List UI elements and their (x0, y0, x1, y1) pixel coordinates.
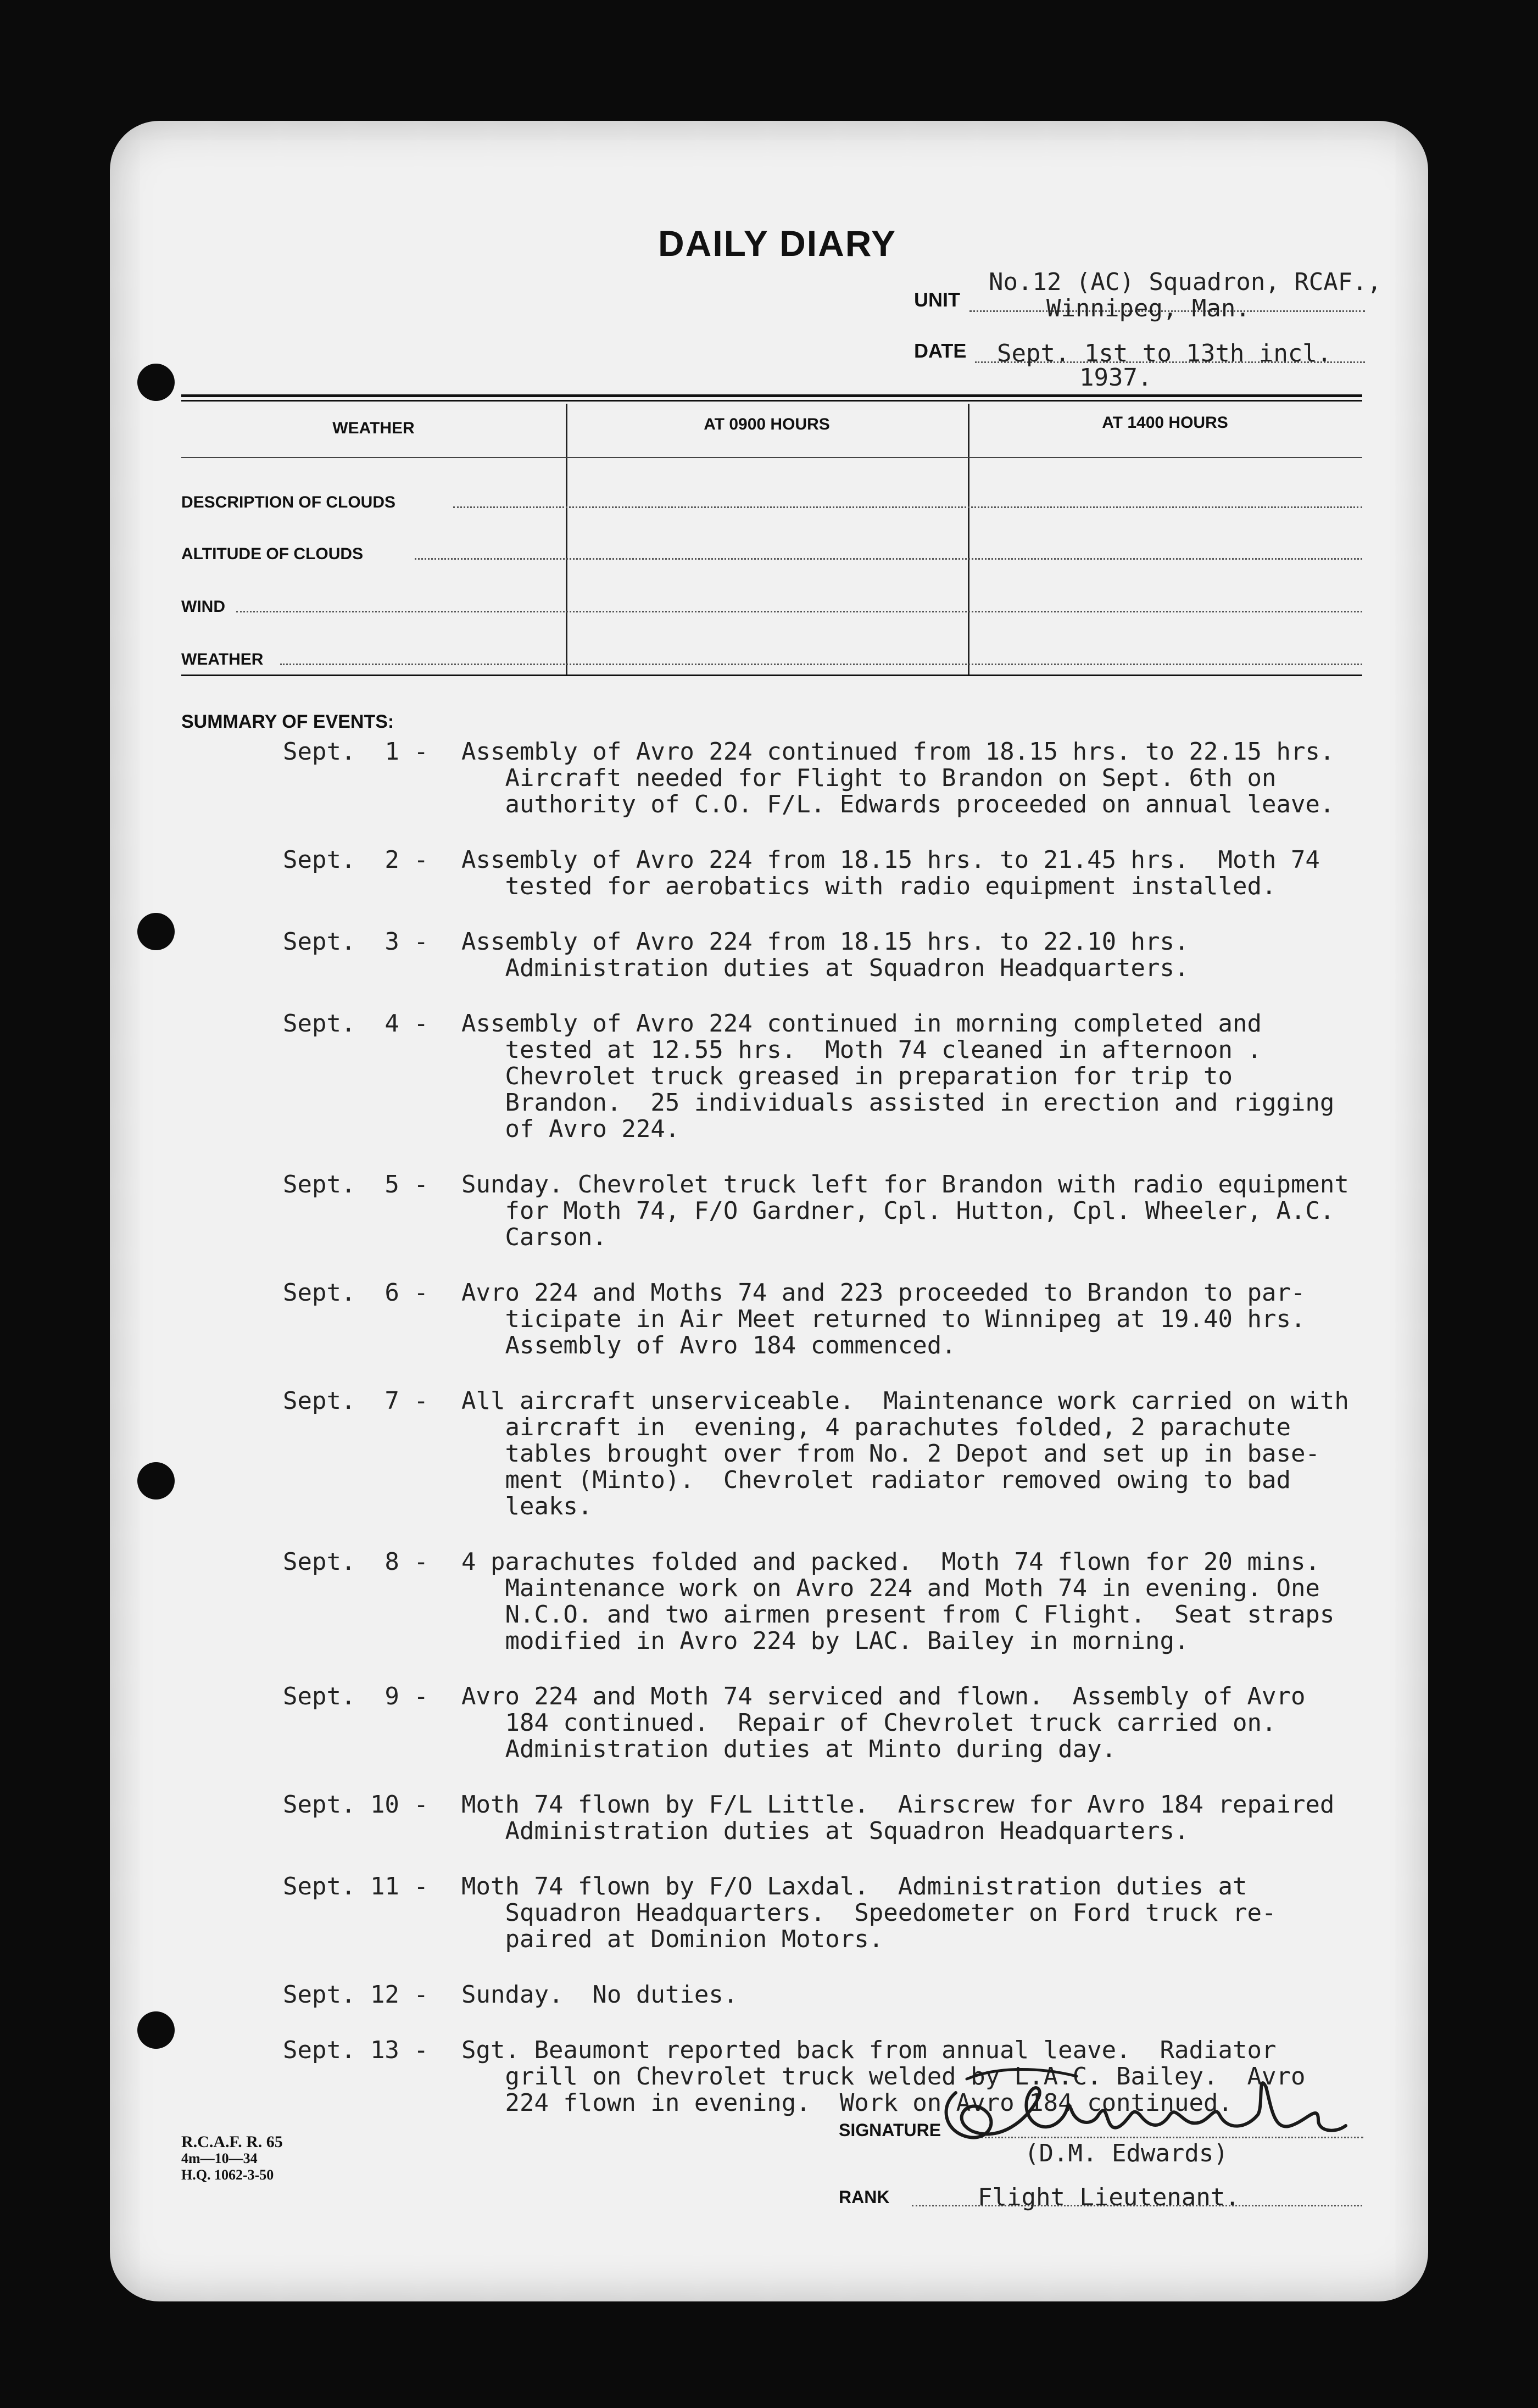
entry-text: Sgt. Beaumont reported back from annual leave. Radiator grill on Chevrolet truck welded by L.A.C. Bailey. Avro 224 flown in evening. Work on Avro 184 continued. (461, 2036, 1306, 2117)
punch-hole (137, 2011, 175, 2049)
signature-label: SIGNATURE (839, 2120, 941, 2140)
diary-entry (283, 1549, 1431, 1654)
table-bottom-rule (181, 675, 1362, 676)
column-header-0900: AT 0900 HOURS (704, 415, 830, 433)
row-label-altitude-of-clouds: ALTITUDE OF CLOUDS (181, 545, 364, 563)
form-number-line: 4m—10—34 (181, 2150, 258, 2166)
row-label-description-of-clouds: DESCRIPTION OF CLOUDS (181, 493, 396, 511)
rank-label: RANK (839, 2187, 890, 2207)
diary-entry (283, 1684, 1431, 1763)
entry-text: Avro 224 and Moth 74 serviced and flown. Assembly of Avro 184 continued. Repair of Chevrolet truck carried on. Administration duties at Minto during day. (461, 1682, 1306, 1763)
form-number-line: R.C.A.F. R. 65 (181, 2133, 283, 2151)
entry-date: Sept. 5 - (283, 1170, 443, 1199)
row-label-weather: WEATHER (181, 650, 264, 668)
row-label-wind: WIND (181, 598, 225, 616)
entry-date: Sept. 2 - (283, 846, 443, 874)
row-dotted-line (236, 611, 1362, 612)
entry-text: Assembly of Avro 224 continued from 18.15 hrs. to 22.15 hrs. Aircraft needed for Flight to Brandon on Sept. 6th on authority of C.O. F/L. Edwards proceeded on annual leave. (461, 738, 1335, 818)
entry-date: Sept. 12 - (283, 1981, 443, 2009)
punch-hole (137, 364, 175, 401)
entry-date: Sept. 7 - (283, 1387, 443, 1415)
row-dotted-line (280, 664, 1362, 665)
entry-text: Sunday. Chevrolet truck left for Brandon with radio equipment for Moth 74, F/O Gardner, Cpl. Hutton, Cpl. Wheeler, A.C. Carson. (461, 1170, 1349, 1251)
entry-text: Avro 224 and Moths 74 and 223 proceeded to Brandon to par- ticipate in Air Meet returned to Winnipeg at 19.40 hrs. Assembly of Avro 184 commenced. (461, 1279, 1306, 1359)
entry-date: Sept. 4 - (283, 1010, 443, 1038)
entry-text: Moth 74 flown by F/L Little. Airscrew for Avro 184 repaired Administration duties at Squadron Headquarters. (461, 1791, 1335, 1845)
form-number-line: H.Q. 1062-3-50 (181, 2167, 274, 2183)
unit-value-line2: Winnipeg, Man. (1046, 294, 1250, 322)
entry-text: All aircraft unserviceable. Maintenance work carried on with aircraft in evening, 4 parachutes folded, 2 parachute tables brought over from No. 2 Depot and set up in base- ment (Minto). Chevrolet radiator removed owing to bad leaks. (461, 1387, 1349, 1520)
entry-date: Sept. 3 - (283, 928, 443, 956)
punch-hole (137, 913, 175, 950)
entry-date: Sept. 9 - (283, 1682, 443, 1710)
rank-value: Flight Lieutenant. (978, 2183, 1240, 2211)
summary-of-events-label: SUMMARY OF EVENTS: (181, 711, 394, 732)
diary-entry (283, 1011, 1431, 1142)
table-divider (968, 404, 969, 676)
table-top-rule-2 (181, 400, 1362, 402)
page-title: DAILY DIARY (658, 223, 896, 264)
header-underline (181, 457, 1362, 458)
entry-text: Assembly of Avro 224 continued in morning completed and tested at 12.55 hrs. Moth 74 cleaned in afternoon . Chevrolet truck greased in preparation for trip to Brandon. 25 individuals assisted in erection and rigging of Avro 224. (461, 1010, 1335, 1143)
typed-name: (D.M. Edwards) (1024, 2139, 1228, 2167)
table-divider (566, 404, 567, 676)
row-dotted-line (453, 506, 1362, 508)
entry-text: Sunday. No duties. (461, 1981, 738, 2009)
date-value-line2: 1937. (1079, 364, 1152, 392)
entry-date: Sept. 8 - (283, 1548, 443, 1576)
row-dotted-line (415, 558, 1362, 560)
unit-label: UNIT (914, 288, 960, 311)
date-value-line1: Sept. 1st to 13th incl. (997, 339, 1332, 367)
entry-date: Sept. 11 - (283, 1872, 443, 1900)
diary-entry (283, 739, 1431, 818)
column-header-1400: AT 1400 HOURS (1102, 414, 1228, 432)
diary-entry (283, 847, 1431, 900)
diary-entry (283, 1172, 1431, 1251)
diary-entry (283, 1388, 1431, 1520)
column-header-weather: WEATHER (332, 419, 415, 437)
entry-text: Assembly of Avro 224 from 18.15 hrs. to 21.45 hrs. Moth 74 tested for aerobatics with radio equipment installed. (461, 846, 1320, 900)
table-top-rule (181, 394, 1362, 397)
entry-date: Sept. 10 - (283, 1791, 443, 1819)
summary-entries (283, 739, 1431, 2145)
form-number (181, 2134, 283, 2183)
entry-text: 4 parachutes folded and packed. Moth 74 flown for 20 mins. Maintenance work on Avro 224 and Moth 74 in evening. One N.C.O. and two airmen present from C Flight. Seat straps modified in Avro 224 by LAC. Bailey in morning. (461, 1548, 1335, 1655)
diary-entry (283, 1792, 1431, 1844)
entry-date: Sept. 6 - (283, 1279, 443, 1307)
entry-date: Sept. 1 - (283, 738, 443, 766)
punch-hole (137, 1462, 175, 1500)
diary-entry (283, 929, 1431, 982)
entry-date: Sept. 13 - (283, 2036, 443, 2064)
diary-entry (283, 1982, 1431, 2008)
entry-text: Assembly of Avro 224 from 18.15 hrs. to 22.10 hrs. Administration duties at Squadron Headquarters. (461, 928, 1189, 982)
entry-text: Moth 74 flown by F/O Laxdal. Administration duties at Squadron Headquarters. Speedometer on Ford truck re- paired at Dominion Motors. (461, 1872, 1277, 1953)
date-label: DATE (914, 339, 967, 362)
diary-entry (283, 1874, 1431, 1953)
unit-value-line1: No.12 (AC) Squadron, RCAF., (989, 268, 1382, 296)
diary-entry (283, 1280, 1431, 1359)
